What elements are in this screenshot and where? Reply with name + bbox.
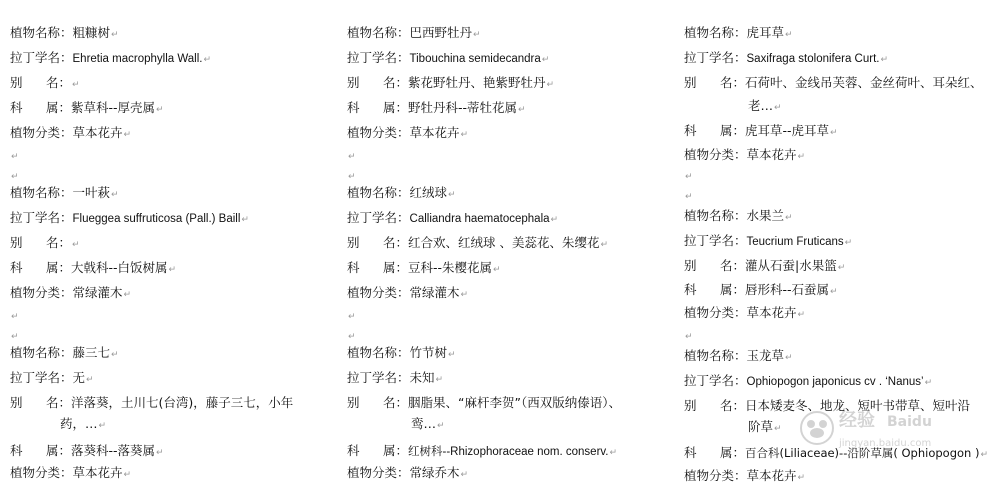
row-name: 植物名称：藤三七↵ [10, 340, 119, 365]
value-latin[interactable]: Teucrium Fruticans [746, 236, 844, 248]
value-family[interactable]: 落葵科--落葵属 [71, 443, 156, 458]
row-name: 植物名称：虎耳草↵ [684, 20, 793, 45]
row-alias: 别 名：洋落葵，土川七(台湾)，藤子三七，小年 [10, 390, 293, 415]
value-alias[interactable]: 灌从石蚕|水果篮 [745, 258, 837, 273]
row-name: 植物名称：一叶萩↵ [10, 180, 119, 205]
value-name[interactable]: 水果兰 [746, 208, 785, 223]
value-category[interactable]: 草本花卉 [746, 468, 797, 483]
value-alias[interactable]: 紫花野牡丹、艳紫野牡丹 [408, 75, 546, 90]
row-family: 科 属：百合科(Liliaceae)--沿阶草属( Ophiopogon )↵ [684, 440, 988, 465]
row-family: 科 属：唇形科--石蚕属↵ [684, 277, 838, 302]
value-alias[interactable]: 石荷叶、金线吊芙蓉、金丝荷叶、耳朵红、 [745, 75, 983, 90]
row-alias-continued: 阶草↵ [748, 419, 782, 434]
value-alias[interactable]: 胭脂果、“麻杆李贺”（西双版纳傣语）、 [408, 395, 621, 410]
empty-paragraph: ↵ [348, 312, 356, 322]
row-name: 植物名称：巴西野牡丹↵ [347, 20, 481, 45]
row-alias: 别 名：↵ [10, 235, 80, 250]
value-family[interactable]: 野牡丹科--蒂牡花属 [408, 100, 518, 115]
row-category: 植物分类：草本花卉↵ [10, 460, 131, 485]
value-latin[interactable]: Tibouchina semidecandra [409, 53, 541, 65]
empty-paragraph: ↵ [348, 172, 356, 182]
empty-paragraph: ↵ [685, 332, 693, 342]
row-name: 植物名称：水果兰↵ [684, 203, 793, 228]
value-latin[interactable]: Calliandra haematocephala [409, 213, 550, 225]
row-category: 植物分类：常绿灌木↵ [10, 280, 131, 305]
row-latin: 拉丁学名：Calliandra haematocephala↵ [347, 205, 558, 230]
svg-text:经验: 经验 [839, 410, 875, 431]
value-latin[interactable]: Flueggea suffruticosa (Pall.) Baill [72, 213, 241, 225]
row-family: 科 属：紫草科--厚壳属↵ [10, 95, 164, 120]
empty-paragraph: ↵ [348, 332, 356, 342]
row-name: 植物名称：竹节树↵ [347, 340, 456, 365]
value-family[interactable]: 唇形科--石蚕属 [745, 282, 830, 297]
row-family: 科 属：大戟科--白饭树属↵ [10, 255, 176, 280]
row-latin: 拉丁学名：Flueggea suffruticosa (Pall.) Baill↵ [10, 205, 249, 230]
empty-paragraph: ↵ [11, 332, 19, 342]
value-family[interactable]: 红树科--Rhizophoraceae nom. conserv. [408, 446, 609, 458]
value-alias[interactable]: 洋落葵，土川七(台湾)，藤子三七，小年 [71, 395, 294, 410]
row-family: 科 属：红树科--Rhizophoraceae nom. conserv.↵ [347, 438, 617, 463]
svg-text:jingyan.baidu.com: jingyan.baidu.com [839, 438, 932, 449]
row-family: 科 属：豆科--朱樱花属↵ [347, 255, 501, 280]
row-alias: 别 名：↵ [10, 75, 80, 90]
empty-paragraph: ↵ [685, 192, 693, 202]
value-name[interactable]: 藤三七 [72, 345, 111, 360]
value-family[interactable]: 虎耳草--虎耳草 [745, 123, 830, 138]
row-category: 植物分类：草本花卉↵ [10, 120, 131, 145]
value-latin[interactable]: 未知 [409, 370, 435, 385]
value-family[interactable]: 大戟科--白饭树属 [71, 260, 168, 275]
value-name[interactable]: 红绒球 [409, 185, 448, 200]
row-alias: 别 名：日本矮麦冬、地龙、短叶书带草、短叶沿 [684, 393, 970, 418]
empty-paragraph: ↵ [348, 152, 356, 162]
value-family[interactable]: 豆科--朱樱花属 [408, 260, 493, 275]
row-name: 植物名称：粗糠树↵ [10, 20, 119, 45]
value-category[interactable]: 草本花卉 [746, 147, 797, 162]
value-category[interactable]: 常绿乔木 [409, 465, 460, 480]
empty-paragraph: ↵ [11, 312, 19, 322]
value-category[interactable]: 草本花卉 [746, 305, 797, 320]
row-alias-continued: 老…↵ [748, 98, 782, 113]
value-name[interactable]: 玉龙草 [746, 348, 785, 363]
row-alias: 别 名：石荷叶、金线吊芙蓉、金丝荷叶、耳朵红、 [684, 70, 983, 95]
value-alias[interactable]: 日本矮麦冬、地龙、短叶书带草、短叶沿 [745, 398, 971, 413]
row-family: 科 属：虎耳草--虎耳草↵ [684, 118, 838, 143]
value-name[interactable]: 巴西野牡丹 [409, 25, 473, 40]
value-category[interactable]: 草本花卉 [72, 465, 123, 480]
value-category[interactable]: 草本花卉 [72, 125, 123, 140]
value-latin[interactable]: Ophiopogon japonicus cv . ‘Nanus’ [746, 376, 924, 388]
row-latin: 拉丁学名：Teucrium Fruticans↵ [684, 228, 852, 253]
value-alias[interactable]: 红合欢、红绒球 、美蕊花、朱缨花 [408, 235, 600, 250]
row-alias: 别 名：胭脂果、“麻杆李贺”（西双版纳傣语）、 [347, 390, 621, 415]
row-latin: 拉丁学名：无↵ [10, 365, 94, 390]
empty-paragraph: ↵ [685, 172, 693, 182]
value-name[interactable]: 一叶萩 [72, 185, 111, 200]
value-latin[interactable]: Ehretia macrophylla Wall. [72, 53, 203, 65]
value-name[interactable]: 粗糠树 [72, 25, 111, 40]
value-category[interactable]: 常绿灌木 [72, 285, 123, 300]
empty-paragraph: ↵ [11, 152, 19, 162]
row-latin: 拉丁学名：Saxifraga stolonifera Curt.↵ [684, 45, 888, 70]
row-category: 植物分类：草本花卉↵ [684, 142, 805, 167]
row-family: 科 属：落葵科--落葵属↵ [10, 438, 164, 463]
row-name: 植物名称：玉龙草↵ [684, 343, 793, 368]
row-alias: 别 名：紫花野牡丹、艳紫野牡丹↵ [347, 70, 554, 95]
row-latin: 拉丁学名：Ehretia macrophylla Wall.↵ [10, 45, 211, 70]
row-alias-continued: 药，…↵ [60, 416, 107, 431]
svg-text:Baidu: Baidu [887, 414, 932, 430]
row-latin: 拉丁学名：未知↵ [347, 365, 443, 390]
row-alias: 别 名：红合欢、红绒球 、美蕊花、朱缨花↵ [347, 230, 608, 255]
value-category[interactable]: 常绿灌木 [409, 285, 460, 300]
row-category: 植物分类：草本花卉↵ [684, 300, 805, 325]
row-category: 植物分类：常绿灌木↵ [347, 280, 468, 305]
value-latin[interactable]: 无 [72, 370, 86, 385]
row-category: 植物分类：草本花卉↵ [347, 120, 468, 145]
value-name[interactable]: 虎耳草 [746, 25, 785, 40]
row-family: 科 属：野牡丹科--蒂牡花属↵ [347, 95, 526, 120]
row-alias: 别 名：灌从石蚕|水果篮↵ [684, 253, 845, 278]
row-alias-continued: 鸾…↵ [411, 416, 445, 431]
row-category: 植物分类：草本花卉↵ [684, 463, 805, 488]
value-category[interactable]: 草本花卉 [409, 125, 460, 140]
value-family[interactable]: 百合科(Liliaceae)--沿阶草属( Ophiopogon ) [745, 446, 980, 460]
value-latin[interactable]: Saxifraga stolonifera Curt. [746, 53, 880, 65]
label-name: 植物名称： [10, 25, 73, 40]
row-latin: 拉丁学名：Tibouchina semidecandra↵ [347, 45, 549, 70]
value-name[interactable]: 竹节树 [409, 345, 448, 360]
value-family[interactable]: 紫草科--厚壳属 [71, 100, 156, 115]
row-category: 植物分类：常绿乔木↵ [347, 460, 468, 485]
empty-paragraph: ↵ [11, 172, 19, 182]
label-latin: 拉丁学名： [10, 50, 73, 65]
row-latin: 拉丁学名：Ophiopogon japonicus cv . ‘Nanus’↵ [684, 368, 932, 393]
row-name: 植物名称：红绒球↵ [347, 180, 456, 205]
